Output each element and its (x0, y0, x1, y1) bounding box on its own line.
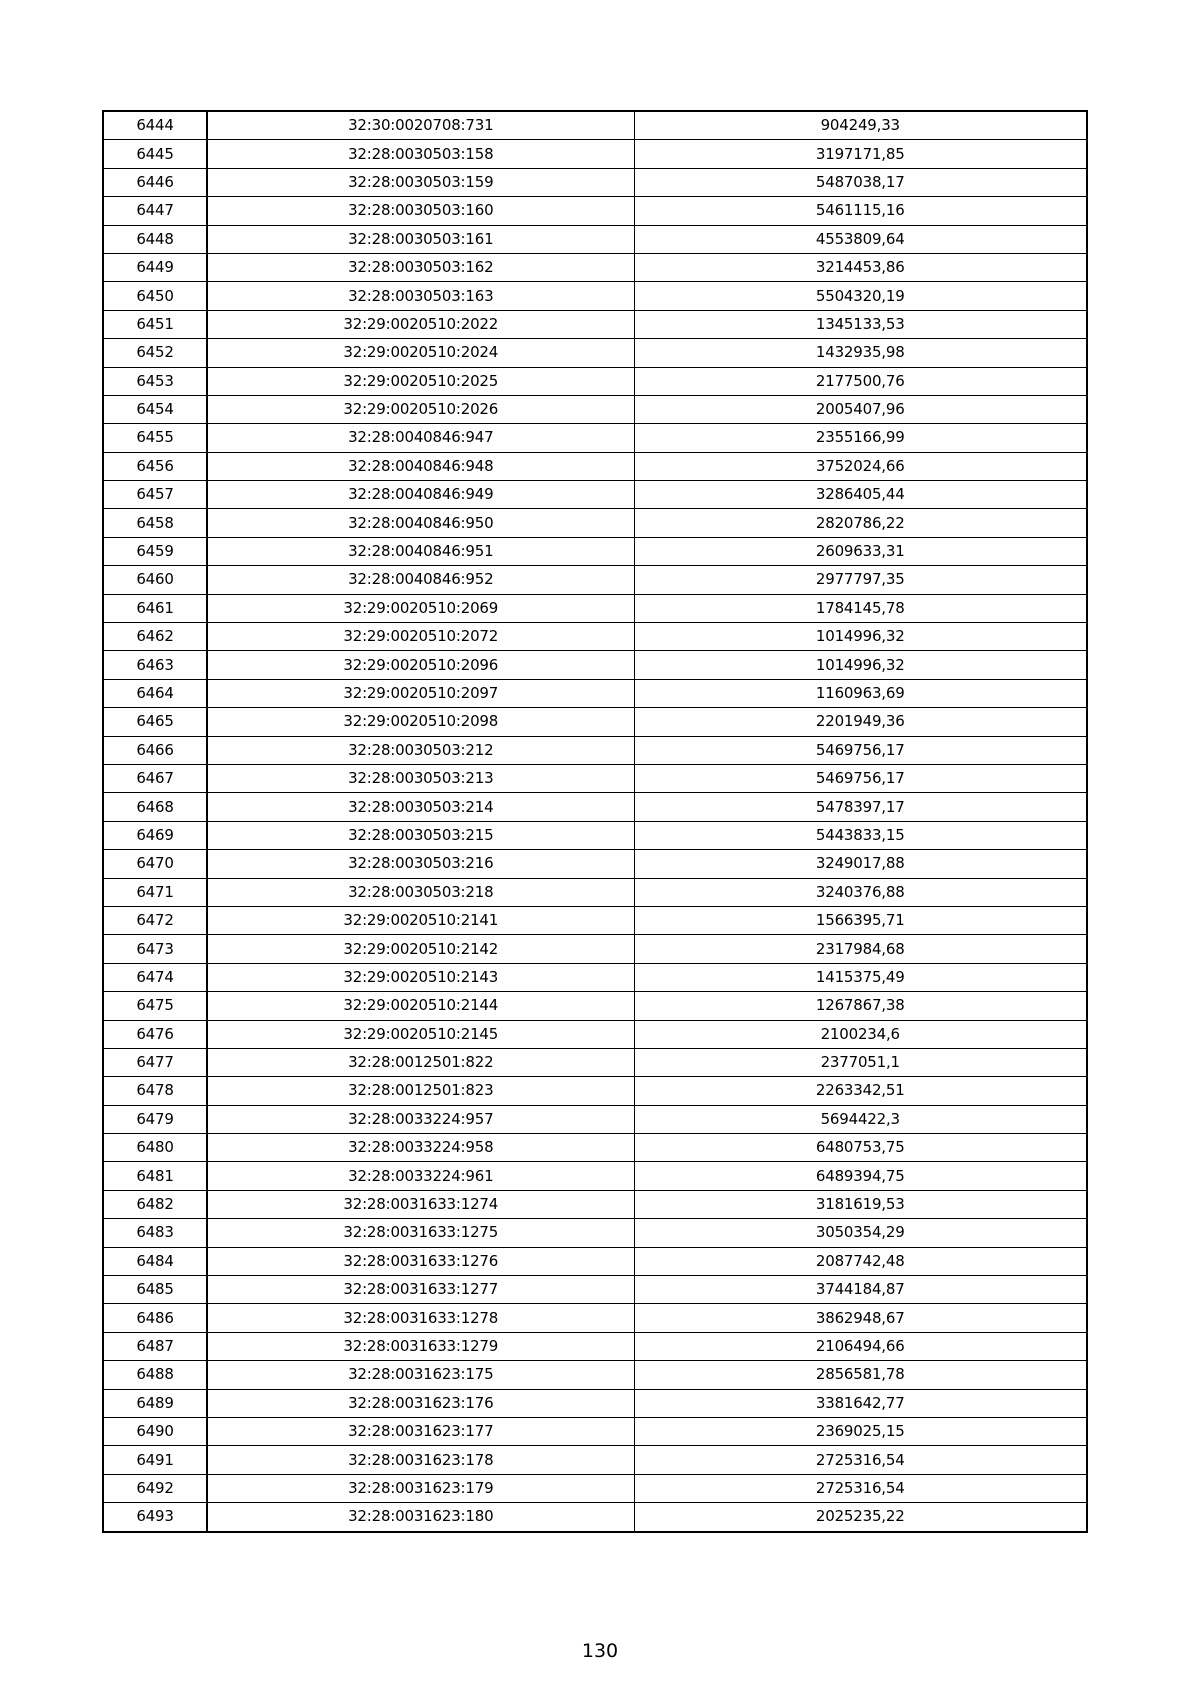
cadastral-number-cell: 32:29:0020510:2072 (207, 623, 634, 651)
row-number-cell: 6486 (103, 1304, 207, 1332)
row-number-cell: 6470 (103, 850, 207, 878)
value-cell: 904249,33 (634, 111, 1087, 140)
row-number-cell: 6475 (103, 992, 207, 1020)
table-row (103, 708, 1087, 736)
value-cell: 3181619,53 (634, 1190, 1087, 1218)
cadastral-number-cell: 32:28:0031633:1278 (207, 1304, 634, 1332)
table-row (103, 197, 1087, 225)
cadastral-number-cell: 32:28:0040846:949 (207, 481, 634, 509)
value-cell: 3240376,88 (634, 878, 1087, 906)
row-number-cell: 6445 (103, 140, 207, 168)
row-number-cell: 6447 (103, 197, 207, 225)
cadastral-number-cell: 32:28:0033224:958 (207, 1134, 634, 1162)
cadastral-number-cell: 32:29:0020510:2144 (207, 992, 634, 1020)
value-cell: 2725316,54 (634, 1474, 1087, 1502)
row-number-cell: 6480 (103, 1134, 207, 1162)
value-cell: 3050354,29 (634, 1219, 1087, 1247)
value-cell: 5469756,17 (634, 736, 1087, 764)
cadastral-number-cell: 32:28:0031623:177 (207, 1417, 634, 1445)
value-cell: 1432935,98 (634, 339, 1087, 367)
table-body (103, 111, 1087, 1532)
cadastral-number-cell: 32:28:0031633:1279 (207, 1332, 634, 1360)
value-cell: 2856581,78 (634, 1361, 1087, 1389)
cadastral-number-cell: 32:28:0030503:214 (207, 793, 634, 821)
value-cell: 1014996,32 (634, 623, 1087, 651)
cadastral-number-cell: 32:28:0030503:161 (207, 225, 634, 253)
value-cell: 5487038,17 (634, 168, 1087, 196)
row-number-cell: 6482 (103, 1190, 207, 1218)
table-row (103, 395, 1087, 423)
value-cell: 1267867,38 (634, 992, 1087, 1020)
cadastral-number-cell: 32:28:0012501:822 (207, 1048, 634, 1076)
value-cell: 2377051,1 (634, 1048, 1087, 1076)
row-number-cell: 6448 (103, 225, 207, 253)
cadastral-number-cell: 32:28:0031623:180 (207, 1503, 634, 1532)
row-number-cell: 6446 (103, 168, 207, 196)
cadastral-number-cell: 32:28:0012501:823 (207, 1077, 634, 1105)
table-row (103, 339, 1087, 367)
cadastral-number-cell: 32:28:0030503:159 (207, 168, 634, 196)
row-number-cell: 6458 (103, 509, 207, 537)
cadastral-number-cell: 32:28:0030503:160 (207, 197, 634, 225)
cadastral-number-cell: 32:29:0020510:2097 (207, 679, 634, 707)
row-number-cell: 6472 (103, 906, 207, 934)
table-row (103, 850, 1087, 878)
table-row (103, 481, 1087, 509)
page-number: 130 (581, 1640, 619, 1662)
table-row (103, 821, 1087, 849)
row-number-cell: 6483 (103, 1219, 207, 1247)
cadastral-number-cell: 32:29:0020510:2026 (207, 395, 634, 423)
table-row (103, 282, 1087, 310)
value-cell: 1160963,69 (634, 679, 1087, 707)
table-row (103, 793, 1087, 821)
cadastral-number-cell: 32:28:0031623:178 (207, 1446, 634, 1474)
table-row (103, 736, 1087, 764)
row-number-cell: 6466 (103, 736, 207, 764)
cadastral-number-cell: 32:28:0033224:957 (207, 1105, 634, 1133)
row-number-cell: 6467 (103, 764, 207, 792)
cadastral-number-cell: 32:29:0020510:2145 (207, 1020, 634, 1048)
value-cell: 3381642,77 (634, 1389, 1087, 1417)
cadastral-number-cell: 32:28:0030503:158 (207, 140, 634, 168)
value-cell: 1784145,78 (634, 594, 1087, 622)
table-row (103, 1190, 1087, 1218)
value-cell: 5694422,3 (634, 1105, 1087, 1133)
row-number-cell: 6481 (103, 1162, 207, 1190)
value-cell: 3744184,87 (634, 1276, 1087, 1304)
value-cell: 6480753,75 (634, 1134, 1087, 1162)
value-cell: 1415375,49 (634, 963, 1087, 991)
value-cell: 3197171,85 (634, 140, 1087, 168)
value-cell: 2317984,68 (634, 935, 1087, 963)
row-number-cell: 6453 (103, 367, 207, 395)
cadastral-number-cell: 32:28:0040846:948 (207, 452, 634, 480)
row-number-cell: 6479 (103, 1105, 207, 1133)
value-cell: 5469756,17 (634, 764, 1087, 792)
table-row (103, 1417, 1087, 1445)
row-number-cell: 6476 (103, 1020, 207, 1048)
cadastral-number-cell: 32:28:0040846:952 (207, 566, 634, 594)
value-cell: 3249017,88 (634, 850, 1087, 878)
cadastral-number-cell: 32:28:0031623:175 (207, 1361, 634, 1389)
table-row (103, 1276, 1087, 1304)
row-number-cell: 6463 (103, 651, 207, 679)
value-cell: 2355166,99 (634, 424, 1087, 452)
value-cell: 5504320,19 (634, 282, 1087, 310)
data-table (102, 110, 1088, 1533)
value-cell: 2087742,48 (634, 1247, 1087, 1275)
row-number-cell: 6473 (103, 935, 207, 963)
table-row (103, 1304, 1087, 1332)
value-cell: 2609633,31 (634, 537, 1087, 565)
row-number-cell: 6452 (103, 339, 207, 367)
row-number-cell: 6484 (103, 1247, 207, 1275)
value-cell: 3862948,67 (634, 1304, 1087, 1332)
cadastral-number-cell: 32:29:0020510:2069 (207, 594, 634, 622)
value-cell: 2106494,66 (634, 1332, 1087, 1360)
table-row (103, 1332, 1087, 1360)
value-cell: 2201949,36 (634, 708, 1087, 736)
row-number-cell: 6449 (103, 253, 207, 281)
row-number-cell: 6493 (103, 1503, 207, 1532)
value-cell: 2977797,35 (634, 566, 1087, 594)
value-cell: 1345133,53 (634, 310, 1087, 338)
row-number-cell: 6450 (103, 282, 207, 310)
cadastral-number-cell: 32:28:0030503:162 (207, 253, 634, 281)
table-row (103, 1474, 1087, 1502)
table-row (103, 253, 1087, 281)
cadastral-number-cell: 32:28:0030503:216 (207, 850, 634, 878)
cadastral-number-cell: 32:28:0031633:1275 (207, 1219, 634, 1247)
cadastral-number-cell: 32:28:0031633:1274 (207, 1190, 634, 1218)
value-cell: 3214453,86 (634, 253, 1087, 281)
value-cell: 5478397,17 (634, 793, 1087, 821)
table-row (103, 935, 1087, 963)
table-row (103, 1162, 1087, 1190)
table-row (103, 651, 1087, 679)
table-row (103, 310, 1087, 338)
cadastral-number-cell: 32:28:0030503:212 (207, 736, 634, 764)
cadastral-number-cell: 32:28:0040846:951 (207, 537, 634, 565)
table-row (103, 764, 1087, 792)
value-cell: 5443833,15 (634, 821, 1087, 849)
table-row (103, 225, 1087, 253)
row-number-cell: 6491 (103, 1446, 207, 1474)
table-row (103, 1361, 1087, 1389)
row-number-cell: 6460 (103, 566, 207, 594)
row-number-cell: 6468 (103, 793, 207, 821)
cadastral-number-cell: 32:28:0031633:1277 (207, 1276, 634, 1304)
cadastral-number-cell: 32:28:0030503:215 (207, 821, 634, 849)
row-number-cell: 6464 (103, 679, 207, 707)
value-cell: 5461115,16 (634, 197, 1087, 225)
table-row (103, 1077, 1087, 1105)
table-row (103, 992, 1087, 1020)
value-cell: 2100234,6 (634, 1020, 1087, 1048)
row-number-cell: 6459 (103, 537, 207, 565)
row-number-cell: 6444 (103, 111, 207, 140)
table-row (103, 566, 1087, 594)
table-row (103, 878, 1087, 906)
value-cell: 2820786,22 (634, 509, 1087, 537)
table-row (103, 1048, 1087, 1076)
row-number-cell: 6469 (103, 821, 207, 849)
table-row (103, 679, 1087, 707)
cadastral-number-cell: 32:28:0030503:218 (207, 878, 634, 906)
cadastral-number-cell: 32:28:0031633:1276 (207, 1247, 634, 1275)
cadastral-number-cell: 32:28:0030503:213 (207, 764, 634, 792)
value-cell: 1014996,32 (634, 651, 1087, 679)
value-cell: 1566395,71 (634, 906, 1087, 934)
value-cell: 2005407,96 (634, 395, 1087, 423)
cadastral-number-cell: 32:30:0020708:731 (207, 111, 634, 140)
value-cell: 6489394,75 (634, 1162, 1087, 1190)
row-number-cell: 6454 (103, 395, 207, 423)
cadastral-number-cell: 32:29:0020510:2025 (207, 367, 634, 395)
cadastral-number-cell: 32:29:0020510:2143 (207, 963, 634, 991)
row-number-cell: 6490 (103, 1417, 207, 1445)
value-cell: 2369025,15 (634, 1417, 1087, 1445)
table-row (103, 1020, 1087, 1048)
row-number-cell: 6462 (103, 623, 207, 651)
table-row (103, 623, 1087, 651)
cadastral-number-cell: 32:28:0031623:179 (207, 1474, 634, 1502)
table-row (103, 1389, 1087, 1417)
table-row (103, 594, 1087, 622)
cadastral-number-cell: 32:29:0020510:2142 (207, 935, 634, 963)
cadastral-number-cell: 32:28:0040846:947 (207, 424, 634, 452)
value-cell: 2177500,76 (634, 367, 1087, 395)
row-number-cell: 6488 (103, 1361, 207, 1389)
cadastral-number-cell: 32:29:0020510:2096 (207, 651, 634, 679)
table-row (103, 367, 1087, 395)
value-cell: 3752024,66 (634, 452, 1087, 480)
table-row (103, 1219, 1087, 1247)
row-number-cell: 6474 (103, 963, 207, 991)
table-row (103, 168, 1087, 196)
table-row (103, 1503, 1087, 1532)
row-number-cell: 6487 (103, 1332, 207, 1360)
row-number-cell: 6457 (103, 481, 207, 509)
cadastral-number-cell: 32:29:0020510:2098 (207, 708, 634, 736)
row-number-cell: 6485 (103, 1276, 207, 1304)
value-cell: 3286405,44 (634, 481, 1087, 509)
value-cell: 2725316,54 (634, 1446, 1087, 1474)
value-cell: 4553809,64 (634, 225, 1087, 253)
value-cell: 2025235,22 (634, 1503, 1087, 1532)
table-row (103, 452, 1087, 480)
table-row (103, 140, 1087, 168)
cadastral-number-cell: 32:29:0020510:2024 (207, 339, 634, 367)
table-row (103, 1134, 1087, 1162)
row-number-cell: 6451 (103, 310, 207, 338)
table-row (103, 1105, 1087, 1133)
table-row (103, 424, 1087, 452)
cadastral-number-cell: 32:28:0030503:163 (207, 282, 634, 310)
row-number-cell: 6465 (103, 708, 207, 736)
cadastral-number-cell: 32:28:0033224:961 (207, 1162, 634, 1190)
row-number-cell: 6489 (103, 1389, 207, 1417)
cadastral-number-cell: 32:29:0020510:2022 (207, 310, 634, 338)
value-cell: 2263342,51 (634, 1077, 1087, 1105)
table-row (103, 1247, 1087, 1275)
table-row (103, 963, 1087, 991)
cadastral-number-cell: 32:28:0040846:950 (207, 509, 634, 537)
cadastral-number-cell: 32:29:0020510:2141 (207, 906, 634, 934)
table-row (103, 906, 1087, 934)
row-number-cell: 6456 (103, 452, 207, 480)
row-number-cell: 6455 (103, 424, 207, 452)
table-row (103, 537, 1087, 565)
table-row (103, 111, 1087, 140)
row-number-cell: 6461 (103, 594, 207, 622)
table-row (103, 1446, 1087, 1474)
cadastral-number-cell: 32:28:0031623:176 (207, 1389, 634, 1417)
row-number-cell: 6492 (103, 1474, 207, 1502)
row-number-cell: 6477 (103, 1048, 207, 1076)
table-row (103, 509, 1087, 537)
row-number-cell: 6471 (103, 878, 207, 906)
row-number-cell: 6478 (103, 1077, 207, 1105)
